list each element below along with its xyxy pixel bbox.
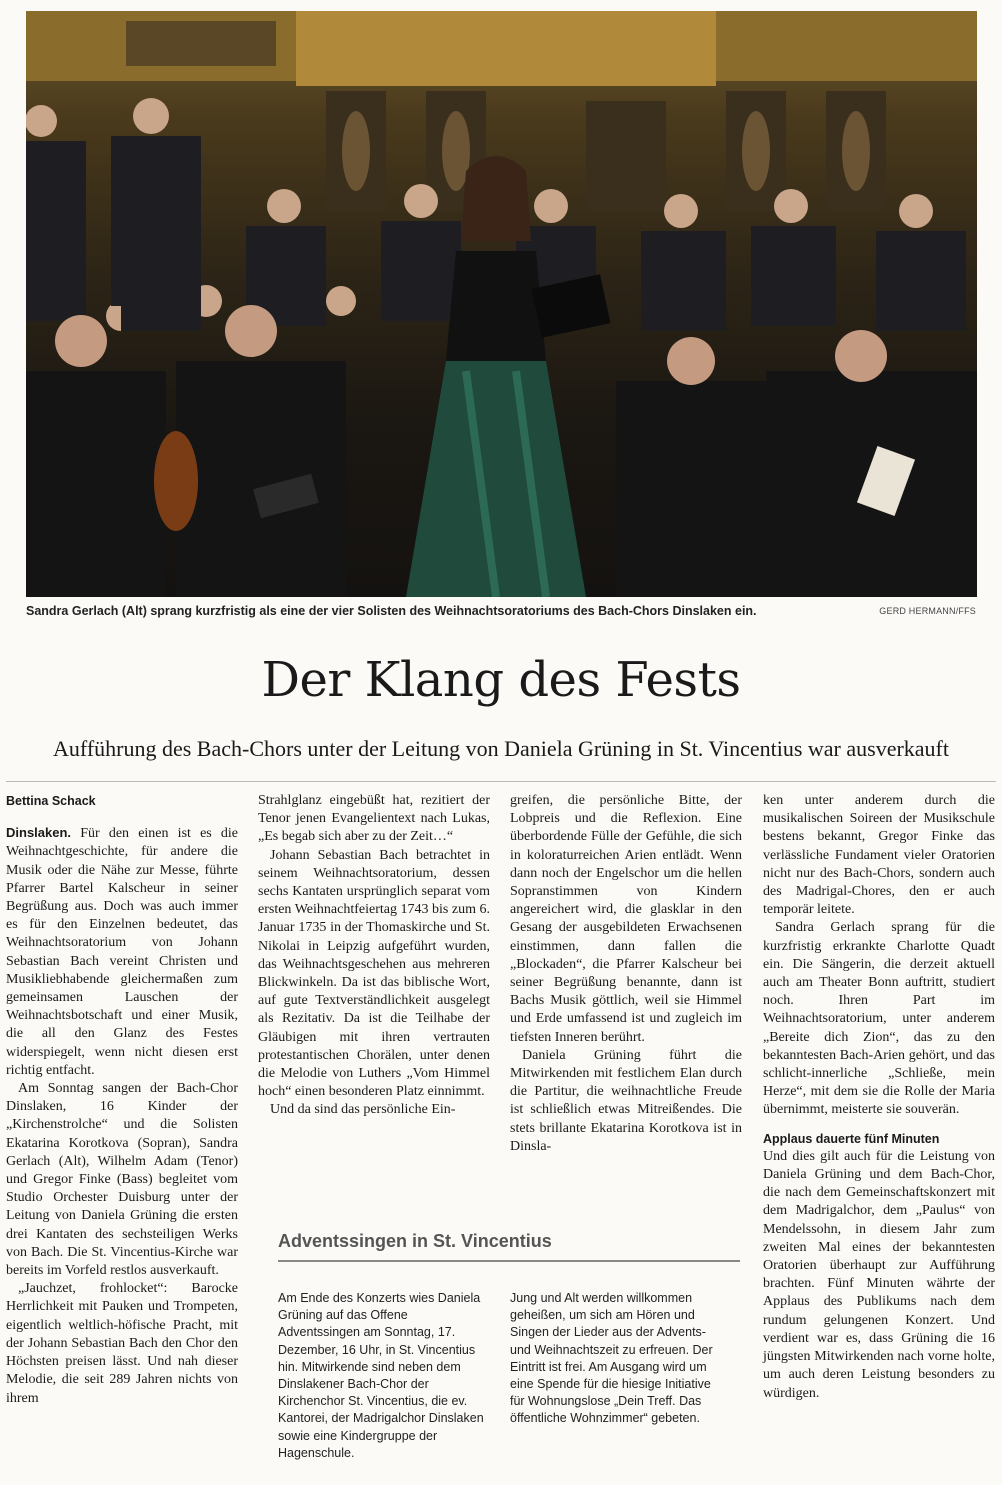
paragraph: Johann Sebastian Bach betrachtet in seinem Weihnachtsoratorium, dessen sechs Kantaten ursprünglich separat vom ersten Weihnachtfeiertag 1743 bis zum 6. Januar 1735 in der Thomaskirche und St. Nikolai in Leipzig aufgeführt wurden, das Weihnachtsgeschehen aus mehreren Blickwinkeln. Da ist das biblische Wort, auf gute Textverständlichkeit ausgelegt als Rezitativ. Da ist die Teilhabe der Gläubigen mit ihren vertrauten protestantischen Chorälen, unter denen die Melodie von Luthers „Vom Himmel hoch“ einen besonderen Platz einnimmt. bbox=[258, 847, 490, 1100]
info-box-title: Adventssingen in St. Vincentius bbox=[278, 1231, 552, 1251]
paragraph: Strahlglanz eingebüßt hat, rezitiert der Tenor jenen Evangelientext nach Lukas, „Es begab sich aber zu der Zeit…“ bbox=[258, 793, 490, 845]
paragraph: Daniela Grüning führt die Mitwirkenden mit festlichem Elan durch die Partitur, die weihnachtliche Freude ist schließlich etwas Mitreißendes. Die stets brillante Ekatarina Korotkova ist in Dinsla- bbox=[510, 1047, 742, 1154]
section-subheading: Applaus dauerte fünf Minuten bbox=[763, 1131, 940, 1146]
article-column-1 bbox=[6, 792, 238, 1408]
info-box bbox=[262, 1224, 742, 1484]
dateline: Dinslaken. bbox=[6, 825, 72, 841]
paragraph: greifen, die persönliche Bitte, der Lobpreis und die Reflexion. Eine überbordende Fülle der Gefühle, die sich in koloraturreichen Arien entlädt. Wenn dann noch der Engelschor um die hellen Sopranstimmen von Kindern angereichert wird, die glasklar in den Gesang der ausgebildeten Erwachsenen einstimmen, dann fallen die „Blockaden“, die Pfarrer Kalscheur bei seiner Begrüßung benannte, dann ist Bachs Musik göttlich, weil sie Himmel und Erde umfassend ist und zugleich im tiefsten Inneren berührt. bbox=[510, 793, 742, 1045]
article-column-2 bbox=[258, 792, 490, 1120]
paragraph: Und da sind das persönliche Ein- bbox=[270, 1102, 456, 1118]
paragraph: Und dies gilt auch für die Leistung von Daniela Grüning und dem Bach-Chor, die nach dem Gemeinschaftskonzert mit dem Madrigalchor, dem „Paulus“ von Mendelssohn, in diesem Jahr zum zweiten Mal eines der bekanntesten Oratorien überhaupt zur Aufführung brachten. Fünf Minuten währte der Applaus des Publikums nach dem rundum gelungenen Konzert. Und verdient war es, dass Grüning die 16 jüngsten Mitwirkenden nach vorne holte, um auch deren Leistung besonders zu würdigen. bbox=[763, 1148, 995, 1401]
article-column-4 bbox=[763, 792, 995, 1403]
headline: Der Klang des Fests bbox=[261, 652, 741, 708]
info-box-rule bbox=[278, 1260, 740, 1262]
info-box-column-1: Am Ende des Konzerts wies Daniela Grüning auf das Offene Adventssingen am Sonntag, 17. Dezember, 16 Uhr, in St. Vincentius hin. Mitwirkende sind neben dem Dinslakener Bach-Chor der Kirchenchor St. Vincentius, die ev. Kantorei, der Madrigalchor Dinslaken sowie eine Kindergruppe der Hagenschule. bbox=[278, 1291, 484, 1460]
paragraph: Am Sonntag sangen der Bach-Chor Dinslaken, 16 Kinder der „Kirchenstrolche“ und die Solisten Ekatarina Korotkova (Sopran), Sandra Gerlach (Alt), Wilhelm Adam (Tenor) und Gregor Finke (Bass) begleitet vom Studio Orchester Duisburg unter der Leitung von Daniela Grüning die ersten drei Kantaten des sechsteiligen Werks von Bach. Die St. Vincentius-Kirche war bereits im Vorfeld restlos ausverkauft. bbox=[6, 1081, 238, 1279]
info-box-column-2: Jung und Alt werden willkommen geheißen, um sich am Hören und Singen der Lieder aus der Advents- und Weihnachtszeit zu erfreuen. Der Eintritt ist frei. Am Ausgang wird um eine Spende für die hiesige Initiative für Wohnungslose „Dein Treff. Das öffentliche Wohnzimmer“ gebeten. bbox=[510, 1291, 713, 1426]
article-photo bbox=[26, 11, 977, 597]
subheadline: Aufführung des Bach-Chors unter der Leitung von Daniela Grüning in St. Vincentius war ausverkauft bbox=[53, 736, 949, 761]
photo-illustration bbox=[26, 11, 977, 597]
article-column-3 bbox=[510, 792, 742, 1156]
author-byline: Bettina Schack bbox=[6, 794, 96, 808]
photo-credit: GERD HERMANN/FFS bbox=[879, 606, 976, 616]
divider bbox=[6, 781, 996, 782]
paragraph: Sandra Gerlach sprang für die kurzfristig erkrankte Charlotte Quadt ein. Die Sängerin, die derzeit aktuell auch am Theater Bonn auftritt, studiert noch. Ihren Part im Weihnachtsoratorium, unter anderem „Bereite dich Zion“, das zu den bekanntesten Bach-Arien gehört, und das schlicht-innerliche „Schließe, mein Herze“, mit dem sie die Rolle der Maria übernimmt, meisterte sie souverän. bbox=[763, 920, 995, 1118]
paragraph bbox=[6, 824, 238, 1080]
paragraph: „Jauchzet, frohlocket“: Barocke Herrlichkeit mit Pauken und Trompeten, eigentlich weltlich-höfische Pracht, mit der Johann Sebastian Bach den Chor den Höchsten preisen lässt. Und nah dieser Melodie, die seit 289 Jahren nichts von ihrem bbox=[6, 1281, 238, 1406]
photo-caption: Sandra Gerlach (Alt) sprang kurzfristig als eine der vier Solisten des Weihnachtsoratoriums des Bach-Chors Dinslaken ein. bbox=[26, 604, 757, 618]
paragraph: ken unter anderem durch die musikalischen Soireen der Musikschule bestens bekannt, Gregor Finke das verlässliche Fundament vieler Oratorien nicht nur des Bach-Chors, sondern auch des Madrigal-Chores, den er auch temporär leitete. bbox=[763, 793, 995, 918]
paragraph-text: Für den einen ist es die Weihnachtgeschichte, für andere die Musik oder die Nähe zur Messe, führte Pfarrer Bartel Kalscheur in seiner Begrüßung aus. Doch was auch immer es für den Einzelnen bedeutet, das Weihnachtsoratorium von Johann Sebastian Bach vereint Christen und Musikliebhabende gleichermaßen zum gemeinsamen Lauschen der Weihnachtsbotschaft und einer Musik, die all den Glanz des Festes widerspiegelt, wenn nicht diesen erst richtig entfacht. bbox=[6, 826, 238, 1078]
